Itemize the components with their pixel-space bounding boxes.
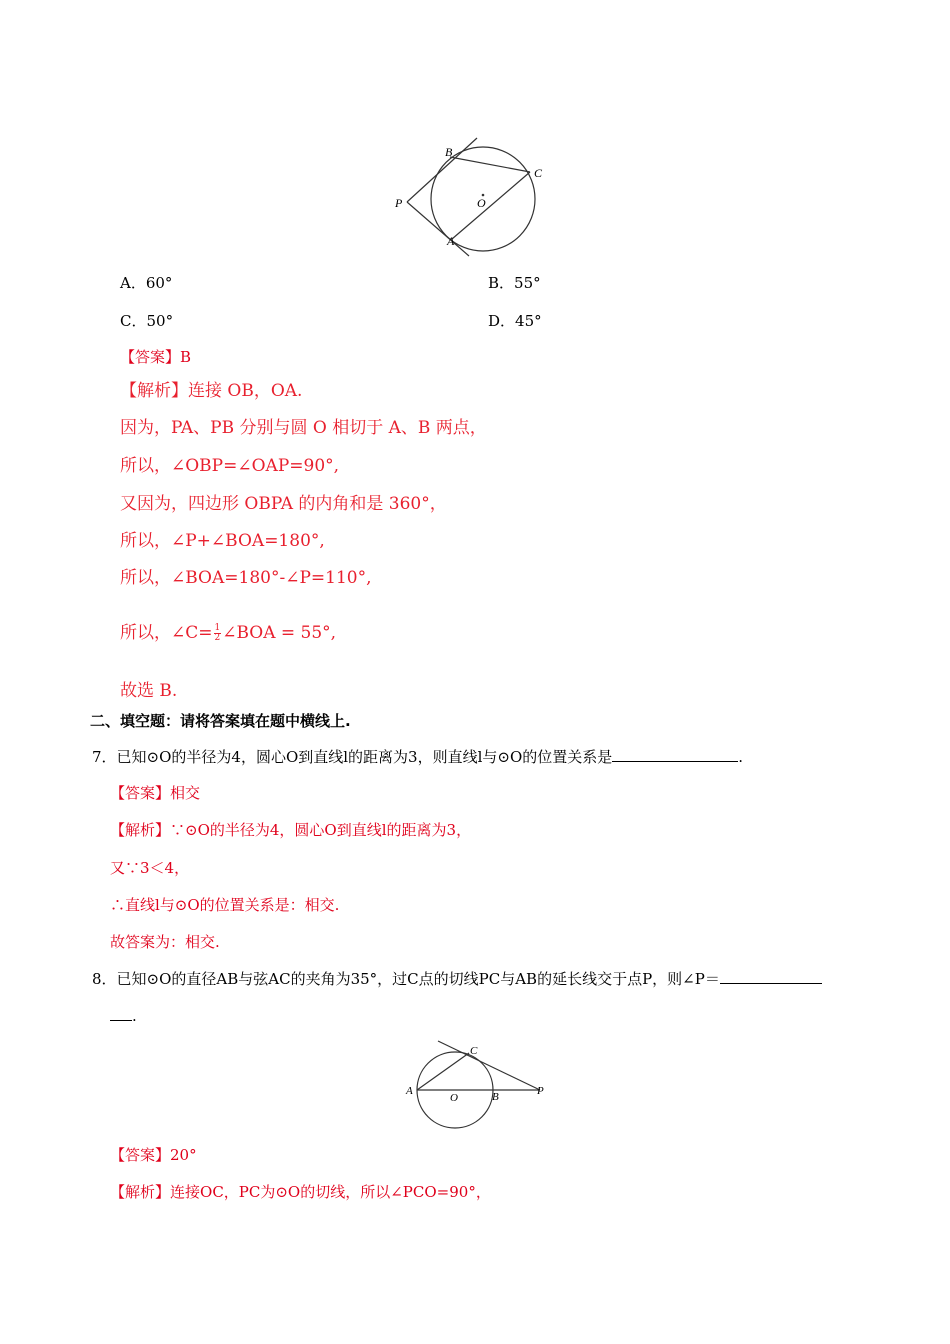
option-a: A．60° xyxy=(120,274,173,292)
q6-analysis-line-7 xyxy=(120,618,336,643)
label-o2: O xyxy=(450,1092,458,1104)
q8-question xyxy=(92,968,822,989)
q6-last-suffix: ∠BOA = 55°, xyxy=(222,623,337,643)
q6-analysis-line-2: 因为，PA、PB 分别与圆 O 相切于 A、B 两点， xyxy=(120,418,487,438)
fraction-denominator: 2 xyxy=(214,633,221,643)
q7-answer xyxy=(110,782,200,803)
q7-analysis-line-2: 又∵3＜4， xyxy=(110,859,190,877)
q7-question-end: . xyxy=(738,748,744,766)
q7-question-text: 7．已知⊙O的半径为4，圆心O到直线l的距离为3，则直线l与⊙O的位置关系是 xyxy=(92,748,613,766)
figure-circle-tangents xyxy=(385,132,555,257)
q8-answer-blank-1[interactable] xyxy=(720,969,822,984)
q8-analysis-label: 【解析】 xyxy=(110,1183,171,1201)
label-c2: C xyxy=(470,1045,478,1057)
fraction-one-half xyxy=(214,624,222,643)
q7-analysis-line-3: ∴直线l与⊙O的位置关系是：相交. xyxy=(110,896,340,914)
q7-question xyxy=(92,746,743,767)
q7-analysis-line-4: 故答案为：相交. xyxy=(110,933,220,951)
q7-analysis-text-1: ∵⊙O的半径为4，圆心O到直线l的距离为3， xyxy=(170,821,472,839)
q6-last-prefix: 所以，∠C= xyxy=(120,623,213,643)
q7-analysis-line-1 xyxy=(110,819,471,840)
label-b2: B xyxy=(492,1091,499,1103)
label-b: B xyxy=(445,145,453,159)
option-c: C．50° xyxy=(120,312,174,330)
q6-conclusion: 故选 B. xyxy=(120,681,178,701)
q8-answer-blank-2[interactable] xyxy=(110,1006,132,1021)
q8-question-text: 8．已知⊙O的直径AB与弦AC的夹角为35°，过C点的切线PC与AB的延长线交于点P，则∠P＝ xyxy=(92,970,720,988)
q8-answer-value: 20° xyxy=(170,1146,197,1164)
label-a: A xyxy=(447,234,455,248)
option-b: B．55° xyxy=(488,274,541,292)
q8-answer xyxy=(110,1144,197,1165)
q6-answer: 【答案】B xyxy=(120,348,192,366)
q6-analysis-line-3: 所以，∠OBP=∠OAP=90°, xyxy=(120,456,340,476)
figure-circle-diameter-tangent xyxy=(400,1035,555,1130)
label-p: P xyxy=(395,196,403,210)
q7-analysis-label: 【解析】 xyxy=(110,821,171,839)
q6-analysis-line-6: 所以，∠BOA=180°-∠P=110°, xyxy=(120,568,372,588)
label-a2: A xyxy=(406,1085,413,1097)
q6-analysis-line-4: 又因为，四边形 OBPA 的内角和是 360°， xyxy=(120,494,447,514)
fraction-numerator: 1 xyxy=(214,623,221,633)
q8-answer-label: 【答案】 xyxy=(110,1146,171,1164)
q8-question-line-2 xyxy=(110,1006,137,1025)
q7-answer-value: 相交 xyxy=(170,784,201,802)
option-d: D．45° xyxy=(488,312,542,330)
label-p2: P xyxy=(537,1085,544,1097)
q8-question-end: . xyxy=(132,1007,137,1025)
label-c: C xyxy=(534,166,543,180)
q6-analysis-line-5: 所以，∠P+∠BOA=180°, xyxy=(120,531,325,551)
q7-answer-label: 【答案】 xyxy=(110,784,171,802)
section-title: 二、填空题：请将答案填在题中横线上. xyxy=(90,712,351,730)
label-o: O xyxy=(477,196,486,210)
q7-answer-blank[interactable] xyxy=(612,747,738,762)
q8-analysis-text: 连接OC，PC为⊙O的切线，所以∠PCO=90°， xyxy=(170,1183,491,1201)
q8-analysis xyxy=(110,1181,491,1202)
q6-analysis-line-1: 【解析】连接 OB，OA. xyxy=(120,381,303,401)
